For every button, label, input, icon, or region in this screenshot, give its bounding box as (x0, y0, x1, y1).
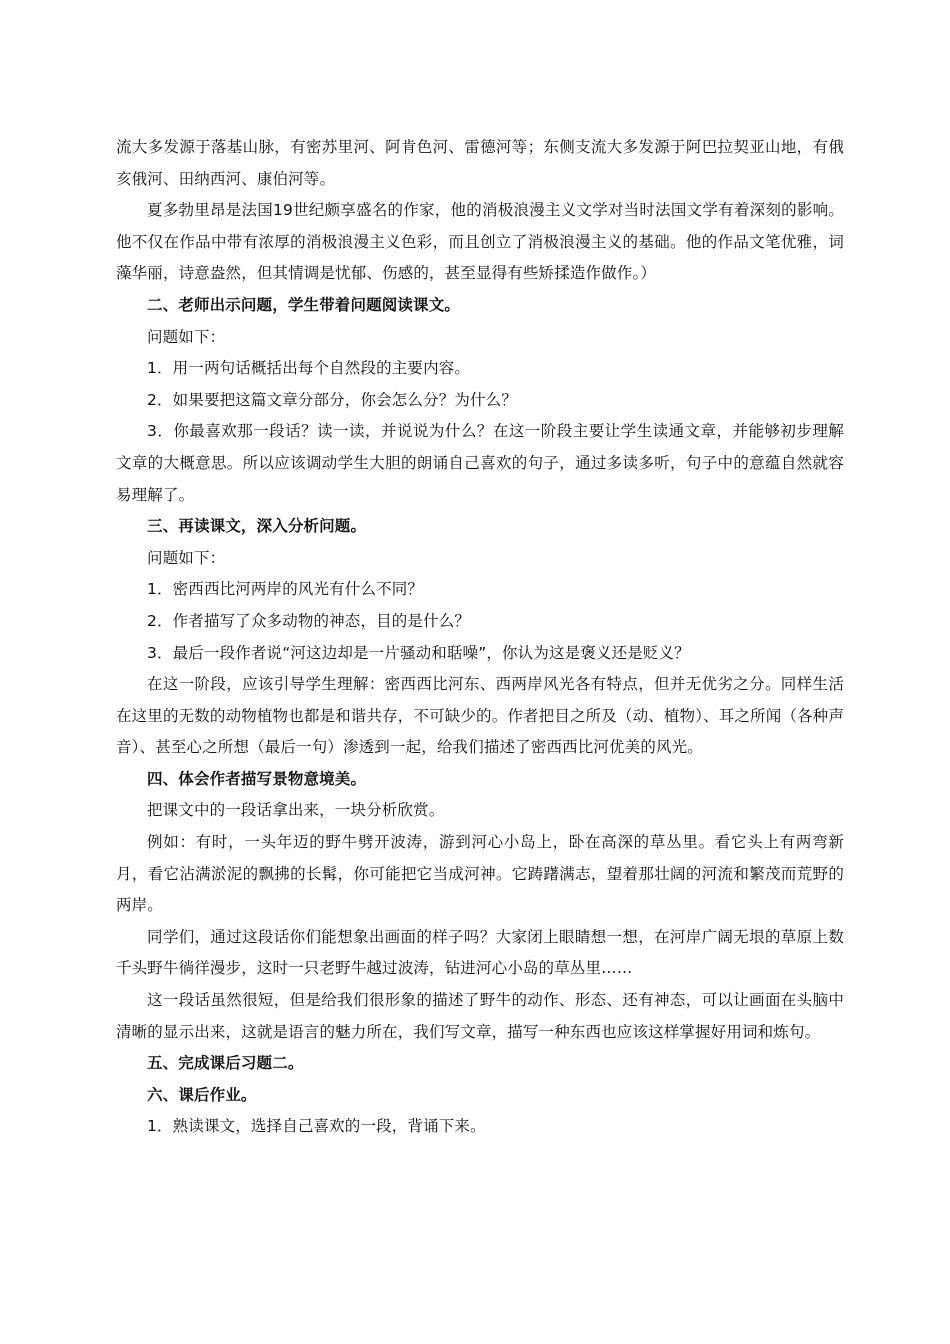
questions-label: 问题如下： (147, 327, 226, 346)
paragraph-instruction: 把课文中的一段话拿出来，一块分析欣赏。 (147, 801, 445, 820)
question-item: 1．密西西比河两岸的风光有什么不同？ (147, 580, 424, 599)
paragraph-imagine: 同学们，通过这段话你们能想象出画面的样子吗？大家闭上眼睛想一想，在河岸广阔无垠的草原上数千头野牛徜徉漫步，这时一只老野牛越过波涛，钻进河心小岛的草丛里…… (116, 927, 844, 978)
question-item: 2．如果要把这篇文章分部分，你会怎么分？为什么？ (147, 390, 517, 409)
paragraph-author: 夏多勃里昂是法国19世纪颇享盛名的作家，他的消极浪漫主义文学对当时法国文学有着深刻的影响。他不仅在作品中带有浓厚的消极浪漫主义色彩，而且创立了消极浪漫主义的基础。他的作品文笔优雅，词藻华丽，诗意盎然，但其情调是忧郁、伤感的，甚至显得有些矫揉造作做作。） (116, 201, 844, 283)
questions-label: 问题如下： (147, 548, 226, 567)
section-heading-3: 三、再读课文，深入分析问题。 (147, 517, 367, 536)
question-item: 2．作者描写了众多动物的神态，目的是什么？ (147, 611, 471, 630)
question-item: 3．最后一段作者说“河这边却是一片骚动和聒噪”，你认为这是褒义还是贬义？ (147, 643, 690, 662)
question-item: 3．你最喜欢那一段话？读一读，并说说为什么？在这一阶段主要让学生读通文章，并能够初步理解文章的大概意思。所以应该调动学生大胆的朗诵自己喜欢的句子，通过多读多听，句子中的意蕴自然就容易理解了。 (116, 422, 844, 504)
paragraph-analysis: 在这一阶段，应该引导学生理解：密西西比河东、西两岸风光各有特点，但并无优劣之分。同样生活在这里的无数的动物植物也都是和谐共存，不可缺少的。作者把目之所及（动、植物）、耳之所闻（各种声音）、甚至心之所想（最后一句）渗透到一起，给我们描述了密西西比河优美的风光。 (116, 675, 844, 757)
section-heading-2: 二、老师出示问题，学生带着问题阅读课文。 (147, 295, 461, 314)
question-item: 1．用一两句话概括出每个自然段的主要内容。 (147, 359, 471, 378)
section-heading-6: 六、课后作业。 (147, 1085, 257, 1104)
section-heading-4: 四、体会作者描写景物意境美。 (147, 769, 367, 788)
paragraph-intro-continued: 流大多发源于落基山脉，有密苏里河、阿肯色河、雷德河等；东侧支流大多发源于阿巴拉契亚山地，有俄亥俄河、田纳西河、康伯河等。 (116, 138, 844, 188)
paragraph-summary: 这一段话虽然很短，但是给我们很形象的描述了野牛的动作、形态、还有神态，可以让画面在头脑中清晰的显示出来，这就是语言的魅力所在，我们写文章，描写一种东西也应该这样掌握好用词和炼句。 (116, 991, 844, 1041)
document-body (116, 132, 844, 1143)
section-heading-5: 五、完成课后习题二。 (147, 1054, 304, 1073)
paragraph-example: 例如：有时，一头年迈的野牛劈开波涛，游到河心小岛上，卧在高深的草丛里。看它头上有两弯新月，看它沾满淤泥的飘拂的长髯，你可能把它当成河神。它踌躇满志，望着那壮阔的河流和繁茂而荒野的两岸。 (116, 833, 844, 915)
homework-item: 1．熟读课文，选择自己喜欢的一段，背诵下来。 (147, 1117, 486, 1136)
